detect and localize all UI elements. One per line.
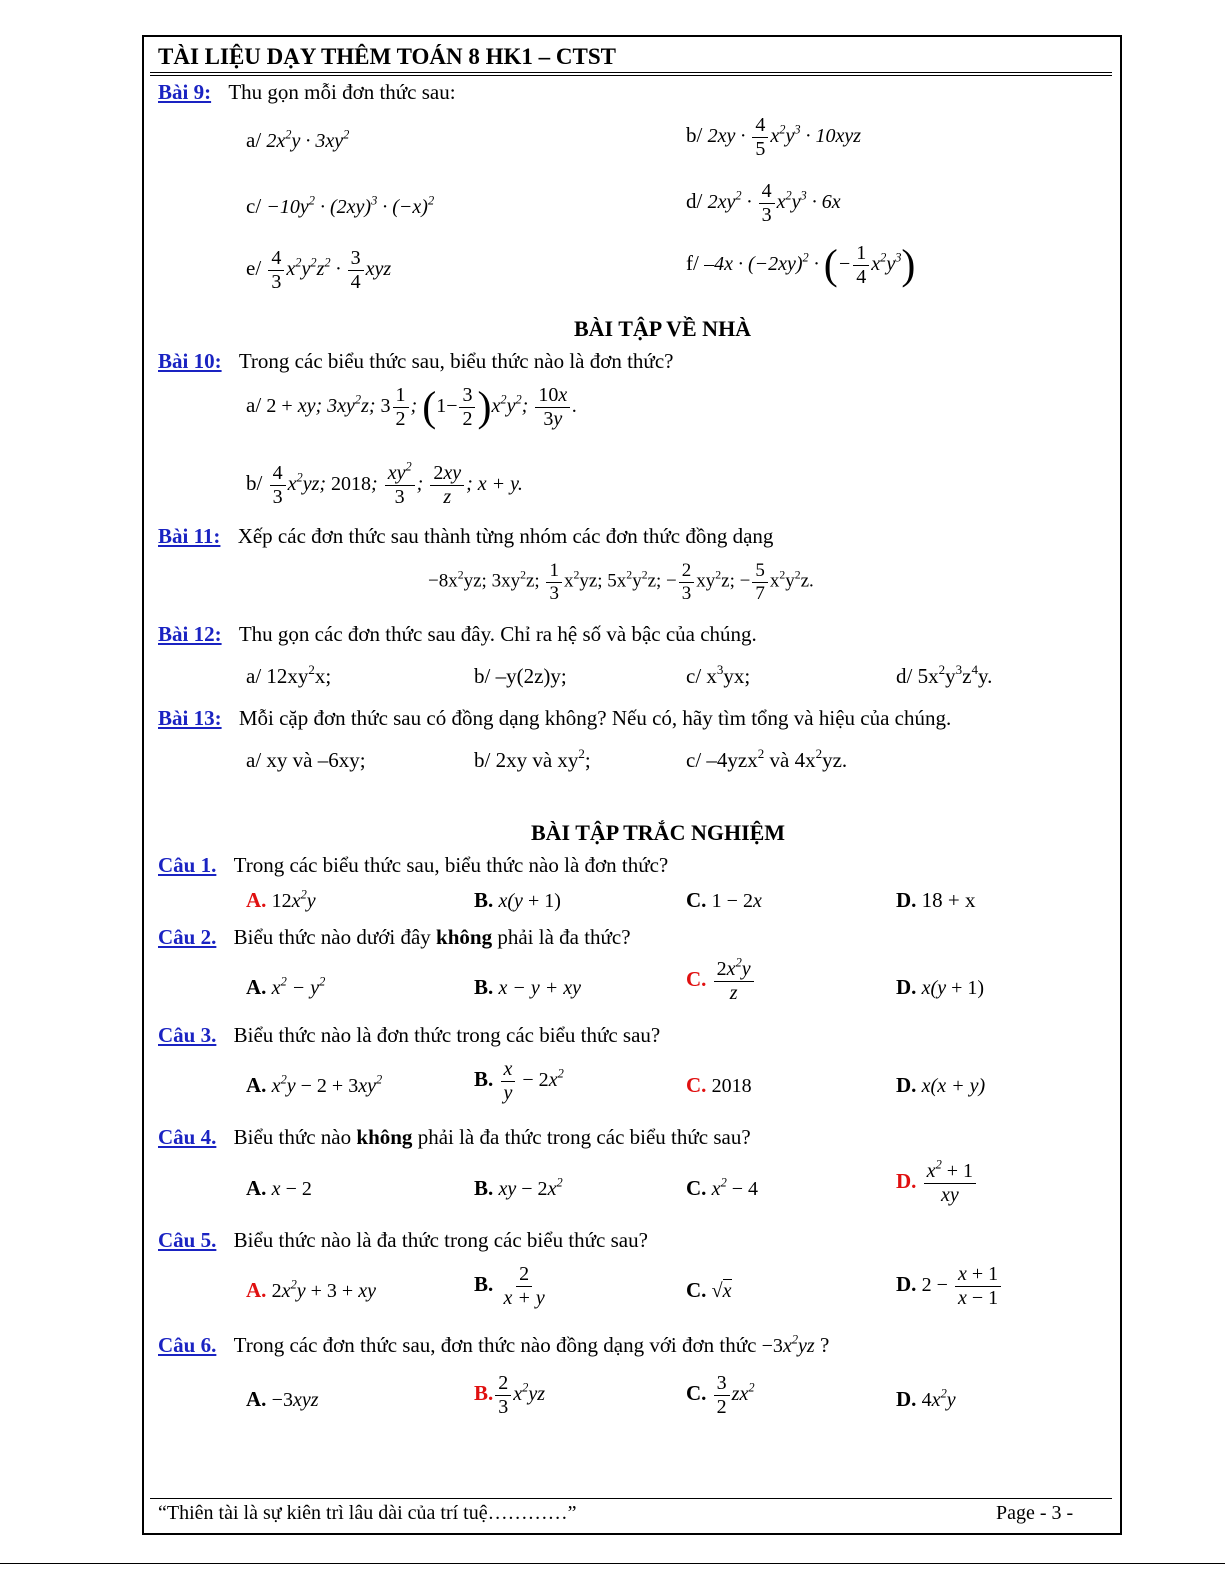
bai12-item-c-text: c/ x <box>686 664 717 688</box>
cau5-label: Câu 5. <box>158 1228 217 1252</box>
cau6-option-b-letter: B. <box>474 1381 494 1406</box>
cau2-option-d: D. x(y + 1) <box>896 975 985 999</box>
section-homework-title: BÀI TẬP VỀ NHÀ <box>574 316 752 341</box>
cau3-prompt: Biểu thức nào là đơn thức trong các biểu thức sau? <box>233 1023 661 1047</box>
cau1-option-a: A. $12x^2y$ <box>246 887 316 912</box>
cau4-prompt-post: phải là đa thức trong các biểu thức sau? <box>417 1125 751 1149</box>
cau4-option-a: A. x − 2 <box>246 1176 312 1200</box>
bai10-a-expr: 2 + xy; $3xy^2z$; 3 $\frac{1}{2}$ ; (1− $\frac{3}{2}$ )$x^2y^2$; $\frac{10x}{3y}$ . <box>266 384 578 431</box>
bai10-label: Bài 10: <box>158 349 222 373</box>
cau4-option-b-letter: B. <box>474 1176 494 1200</box>
footer-rule <box>150 1498 1112 1499</box>
cau4-option-c: C. $x^2 - 4$ <box>686 1175 759 1200</box>
cau3-option-d-letter: D. <box>896 1073 917 1097</box>
bai11-label: Bài 11: <box>158 524 221 548</box>
bai9-b-expr: 2xy · $\frac{4}{5}$ $x^2y^3 \cdot 10xyz$ <box>707 114 862 160</box>
bai13-label: Bài 13: <box>158 706 222 730</box>
bai9-e-label: e/ <box>246 256 262 281</box>
cau6-option-a-letter: A. <box>246 1387 267 1411</box>
bai13-item-c: c/ –4yzx$^2$ và $4x^2yz$. <box>686 745 848 772</box>
cau2-option-b: B. x − y + xy <box>474 975 582 999</box>
cau5-option-b: B. $\frac{2}{x + y}$ <box>474 1263 545 1309</box>
cau3-label: Câu 3. <box>158 1023 217 1047</box>
bai12-item-a: a/ $12xy^2x$; <box>246 661 332 688</box>
cau1-option-d: D. 18 + x <box>896 888 976 912</box>
bai12-item-d-text: d/ 5x <box>896 664 939 688</box>
cau1-row <box>158 853 668 878</box>
bai10-b <box>246 459 523 509</box>
cau1-label: Câu 1. <box>158 853 217 877</box>
cau6-prompt: Trong các đơn thức sau, đơn thức nào đồng dạng với đơn thức <box>233 1333 757 1357</box>
bai11-monomials: $-8x^2yz$; $3xy^2z$; $\frac{1}{3}$ $x^2yz$; $5x^2y^2z$; − $\frac{2}{3}$ $xy^2z$; − $\frac{5}{7}$ $x^2y^2z$. <box>428 560 814 604</box>
bai12-item-b: b/ –y(2z)y; <box>474 664 567 688</box>
cau2-prompt-pre: Biểu thức nào dưới đây <box>233 925 431 949</box>
cau2-option-a-letter: A. <box>246 975 267 999</box>
cau3-option-c-letter: C. <box>686 1073 707 1097</box>
cau4-label: Câu 4. <box>158 1125 217 1149</box>
cau5-option-b-letter: B. <box>474 1272 494 1297</box>
bai9-f-label: f/ <box>686 251 699 276</box>
cau2-option-d-letter: D. <box>896 975 917 999</box>
cau6-option-d: D. $4x^2y$ <box>896 1386 956 1411</box>
cau5-row <box>158 1228 648 1253</box>
cau1-option-d-letter: D. <box>896 888 917 912</box>
bai12-item-a-text: a/ 12xy <box>246 664 309 688</box>
bai10-b-expr: $\frac{4}{3}$ $x^2yz$; 2018; $\frac{xy^2}{3}$ ; $\frac{2xy}{z}$ ; x + y. <box>268 473 523 495</box>
bai9-d <box>686 180 841 227</box>
bai9-label: Bài 9: <box>158 80 212 104</box>
cau6-label: Câu 6. <box>158 1333 217 1357</box>
bai9-c <box>246 194 434 219</box>
cau1-option-b: B. x(y + 1) <box>474 888 561 912</box>
bai12-item-c: c/ $x^3yx$; <box>686 661 751 688</box>
bai9-row <box>158 80 456 105</box>
bai9-d-expr: $2xy^2$ · $\frac{4}{3}$ $x^2y^3 \cdot 6x$ <box>707 180 841 226</box>
bai9-b-label: b/ <box>686 123 703 148</box>
cau6-option-d-letter: D. <box>896 1387 917 1411</box>
header-rule-2 <box>150 75 1112 76</box>
document-header-title: TÀI LIỆU DẠY THÊM TOÁN 8 HK1 – CTST <box>158 44 616 69</box>
header-rule-1 <box>150 72 1112 73</box>
section-mc-title: BÀI TẬP TRẮC NGHIỆM <box>531 820 786 845</box>
bai13-item-a: a/ xy và –6xy; <box>246 748 366 772</box>
cau4-prompt-pre: Biểu thức nào <box>233 1125 352 1149</box>
cau2-option-b-letter: B. <box>474 975 494 999</box>
bai10-row <box>158 349 673 374</box>
bai9-b <box>686 114 861 161</box>
cau5-prompt: Biểu thức nào là đa thức trong các biểu thức sau? <box>233 1228 648 1252</box>
bai9-f-expr: $-4x \cdot (-2xy)^2$ · (− $\frac{1}{4}$ $x^2y^3$) <box>704 242 916 289</box>
bai10-a-label: a/ <box>246 393 262 418</box>
cau6-row: Câu 6. Trong các đơn thức sau, đơn thức nào đồng dạng với đơn thức $-3x^2yz$ ? <box>158 1332 830 1357</box>
bai11-prompt: Xếp các đơn thức sau thành từng nhóm các đơn thức đồng dạng <box>237 524 774 548</box>
bai9-a <box>246 128 349 153</box>
cau5-option-d-letter: D. <box>896 1272 917 1297</box>
cau4-option-b: B. xy − $2x^2$ <box>474 1175 563 1200</box>
cau3-option-b: B. $\frac{x}{y}$ − $2x^2$ <box>474 1058 564 1104</box>
bai13-item-b-text: b/ 2xy và xy <box>474 748 579 772</box>
cau1-prompt: Trong các biểu thức sau, biểu thức nào là đơn thức? <box>233 853 669 877</box>
cau3-option-b-letter: B. <box>474 1067 494 1092</box>
bai12-label: Bài 12: <box>158 622 222 646</box>
bai10-b-label: b/ <box>246 471 263 496</box>
bai9-a-expr: $2x^2y \cdot 3xy^2$ <box>266 127 350 152</box>
footer-page-number: Page - 3 - <box>996 1502 1074 1524</box>
bai9-a-label: a/ <box>246 128 262 152</box>
cau2-option-c-letter: C. <box>686 967 707 992</box>
cau1-option-b-letter: B. <box>474 888 494 912</box>
cau2-prompt-bold: không <box>436 925 493 949</box>
bai9-c-expr: $-10y^2 \cdot (2xy)^3 \cdot (-x)^2$ <box>266 193 435 218</box>
bai13-prompt: Mỗi cặp đơn thức sau có đồng dạng không? Nếu có, hãy tìm tổng và hiệu của chúng. <box>238 706 952 730</box>
bai9-c-label: c/ <box>246 194 262 218</box>
cau3-option-a: A. $x^2y - 2 + 3xy^2$ <box>246 1072 383 1097</box>
cau2-prompt-post: phải là đa thức? <box>497 925 631 949</box>
bai12-item-d: d/ $5x^2y^3z^4y$. <box>896 661 993 688</box>
cau2-row <box>158 925 631 950</box>
bai12-prompt: Thu gọn các đơn thức sau đây. Chỉ ra hệ số và bậc của chúng. <box>238 622 757 646</box>
cau6-option-c-letter: C. <box>686 1381 707 1406</box>
cau4-prompt-bold: không <box>356 1125 413 1149</box>
cau4-row <box>158 1125 751 1150</box>
bai13-item-c-text: c/ –4yzx <box>686 748 758 772</box>
cau1-option-c: C. 1 − 2x <box>686 888 762 912</box>
cau4-option-c-letter: C. <box>686 1176 707 1200</box>
cau5-option-d: D. 2 − $\frac{x + 1}{x - 1}$ <box>896 1263 1003 1310</box>
page-bottom-rule <box>0 1563 1225 1564</box>
bai11-row <box>158 524 773 549</box>
cau3-option-c: C. 2018 <box>686 1073 752 1097</box>
cau2-option-a: A. $x^2 - y^2$ <box>246 974 326 999</box>
cau2-option-c: C. $\frac{2x^2y}{z}$ <box>686 958 756 1005</box>
cau1-option-a-letter: A. <box>246 888 267 912</box>
bai9-d-label: d/ <box>686 189 703 214</box>
cau3-row <box>158 1023 660 1048</box>
cau5-option-c: C. √x <box>686 1278 732 1302</box>
bai9-f <box>686 242 915 289</box>
footer-quote: “Thiên tài là sự kiên trì lâu dài của trí tuệ…………” <box>158 1502 577 1524</box>
cau1-option-c-letter: C. <box>686 888 707 912</box>
cau3-option-a-letter: A. <box>246 1073 267 1097</box>
bai9-e-expr: $\frac{4}{3}$ $x^2y^2z^2$ · $\frac{3}{4}$ xyz <box>266 258 391 280</box>
bai13-row <box>158 706 951 731</box>
cau6-option-c: C. $\frac{3}{2}$ $zx^2$ <box>686 1372 755 1418</box>
cau5-option-a: A. $2x^2y + 3$ + xy <box>246 1277 376 1302</box>
cau5-option-c-letter: C. <box>686 1278 707 1302</box>
bai12-row <box>158 622 757 647</box>
cau4-option-d-letter: D. <box>896 1169 917 1194</box>
bai10-a <box>246 384 577 431</box>
cau2-label: Câu 2. <box>158 925 217 949</box>
cau3-option-d: D. x(x + y) <box>896 1073 986 1097</box>
bai9-e <box>246 247 391 294</box>
bai9-prompt: Thu gọn mỗi đơn thức sau: <box>228 80 456 104</box>
bai10-prompt: Trong các biểu thức sau, biểu thức nào là đơn thức? <box>238 349 674 373</box>
cau6-option-b: B. $\frac{2}{3}$ $x^2yz$ <box>474 1372 546 1418</box>
cau5-option-a-letter: A. <box>246 1278 267 1302</box>
cau6-option-a: A. −3xyz <box>246 1387 319 1411</box>
cau6-reference-monomial: $-3x^2yz$ <box>761 1332 815 1357</box>
cau4-option-d: D. $\frac{x^2 + 1}{xy}$ <box>896 1160 978 1207</box>
bai13-item-b: b/ 2xy và $xy^2$; <box>474 745 591 772</box>
cau4-option-a-letter: A. <box>246 1176 267 1200</box>
